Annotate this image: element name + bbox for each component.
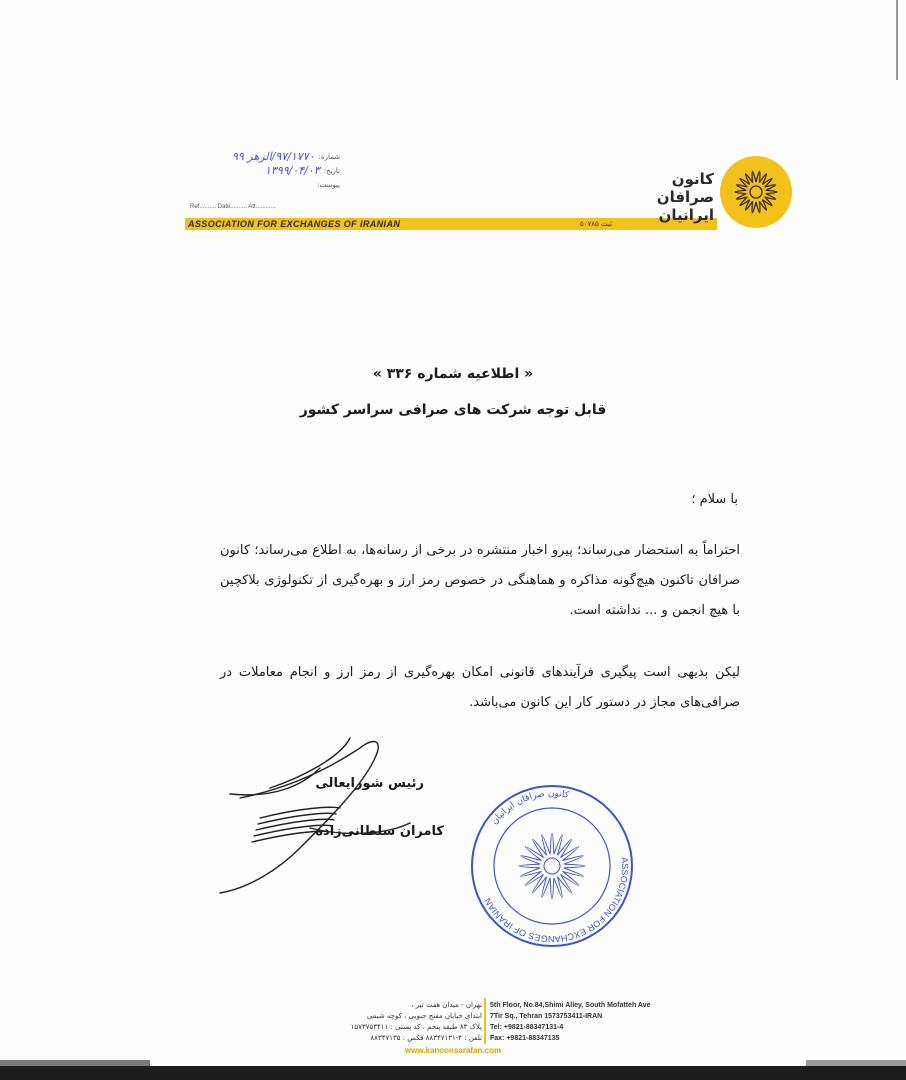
scan-bottom-bar	[0, 1066, 906, 1080]
footer-divider	[484, 998, 486, 1044]
notice-subtitle: قابل توجه شرکت های صرافی سراسر کشور	[299, 402, 607, 418]
letter-meta	[180, 150, 340, 192]
date-row	[180, 164, 340, 178]
footer-en-line: Fax: +9821-88347135	[490, 1035, 560, 1042]
greeting: با سلام ؛	[691, 492, 738, 507]
registration-number: ثبت ۵۰۷۸۵	[580, 220, 612, 228]
paragraph-1: احتراماً به استحضار می‌رساند؛ پیرو اخبار منتشره در برخی از رسانه‌ها، به اطلاع می‌رساند؛ کانون صرافان تاکنون هیچ‌گونه مذاکره و هماهنگی در خصوص رمز ارز و بهره‌گیری از تکنولوژی بلاکچین با هیچ انجمن و ... نداشته است.	[220, 543, 740, 618]
footer-fa-line: تلفن : ۴-۸۸۳۴۷۱۳۱ فکس : ۸۸۳۴۷۱۳۵	[370, 1034, 482, 1042]
logo-line-3: ایرانیان	[658, 206, 714, 224]
footer-en-line: 5th Floor, No.84,Shimi Alley, South Mofatteh Ave	[490, 1002, 651, 1009]
number-label: شماره:	[318, 153, 340, 161]
footer-fa-line: تهران - میدان هفت تیر ،	[411, 1001, 482, 1009]
rosette-logo-icon	[718, 154, 794, 230]
ref-line: Ref.......... Date.......... Att............	[190, 204, 276, 210]
website-link[interactable]: www.kanoonsarafan.com	[404, 1046, 502, 1055]
handwritten-signature	[210, 728, 470, 898]
paragraph-2: لیکن بدیهی است پیگیری فرآیندهای قانونی امکان بهره‌گیری از رمز ارز و انجام معاملات در صرافی‌های مجاز در دستور کار این کانون می‌باشد.	[220, 665, 740, 710]
rosette-petal	[519, 864, 540, 868]
attachment-label: پیوست:	[317, 181, 340, 189]
rosette-petal	[550, 833, 554, 854]
logo-line-1: کانون	[671, 170, 714, 188]
signatory-position: رئیس شورایعالی	[315, 776, 424, 791]
logo-text	[628, 170, 714, 224]
footer-address-en	[490, 1000, 720, 1044]
page-edge	[896, 0, 898, 80]
rosette-petal	[563, 868, 584, 876]
number-value: ۹۷/۱۷۷۰/الزهر ۹۹	[232, 150, 315, 163]
rosette-petal	[542, 835, 550, 856]
footer-en-line: Tel: +9821-88347131-4	[490, 1024, 564, 1031]
footer-address-fa	[302, 1000, 482, 1044]
footer-en-line: 7Tir Sq., Tehran 1573753411-IRAN	[490, 1013, 603, 1020]
notice-title: « اطلاعیه شماره ۳۳۶ »	[372, 366, 534, 382]
rosette-petal	[554, 835, 562, 856]
official-stamp-icon	[468, 782, 636, 950]
rosette-petal	[550, 878, 554, 899]
rosette-petal	[563, 856, 584, 864]
footer-fa-line: ابتدای خیابان مفتح جنوبی ، کوچه شیمی	[366, 1012, 482, 1020]
stamp-text-fa: کانون صرافان ایرانیان	[489, 788, 570, 827]
rosette-petal	[542, 877, 550, 898]
rosette-petal	[521, 868, 542, 876]
signatory-name: کامران سلطانی‌زاده	[315, 824, 444, 839]
date-label: تاریخ:	[323, 167, 340, 175]
stamp-text-en: ASSOCIATION FOR EXCHANGES OF IRANIAN	[482, 856, 631, 945]
rosette-petal	[564, 864, 585, 868]
attachment-row	[180, 178, 340, 192]
number-row	[180, 150, 340, 164]
association-name-en: ASSOCIATION FOR EXCHANGES OF IRANIAN	[188, 219, 401, 229]
rosette-petal	[521, 856, 542, 864]
logo-line-2: صرافان	[656, 188, 714, 206]
footer-fa-line: پلاک ۸۴ طبقه پنجم ، کد پستی : ۱۵۷۳۷۵۳۴۱۱	[350, 1023, 482, 1031]
date-value: ۱۳۹۹/۰۴/۰۳	[265, 164, 320, 177]
rosette-petal	[554, 877, 562, 898]
